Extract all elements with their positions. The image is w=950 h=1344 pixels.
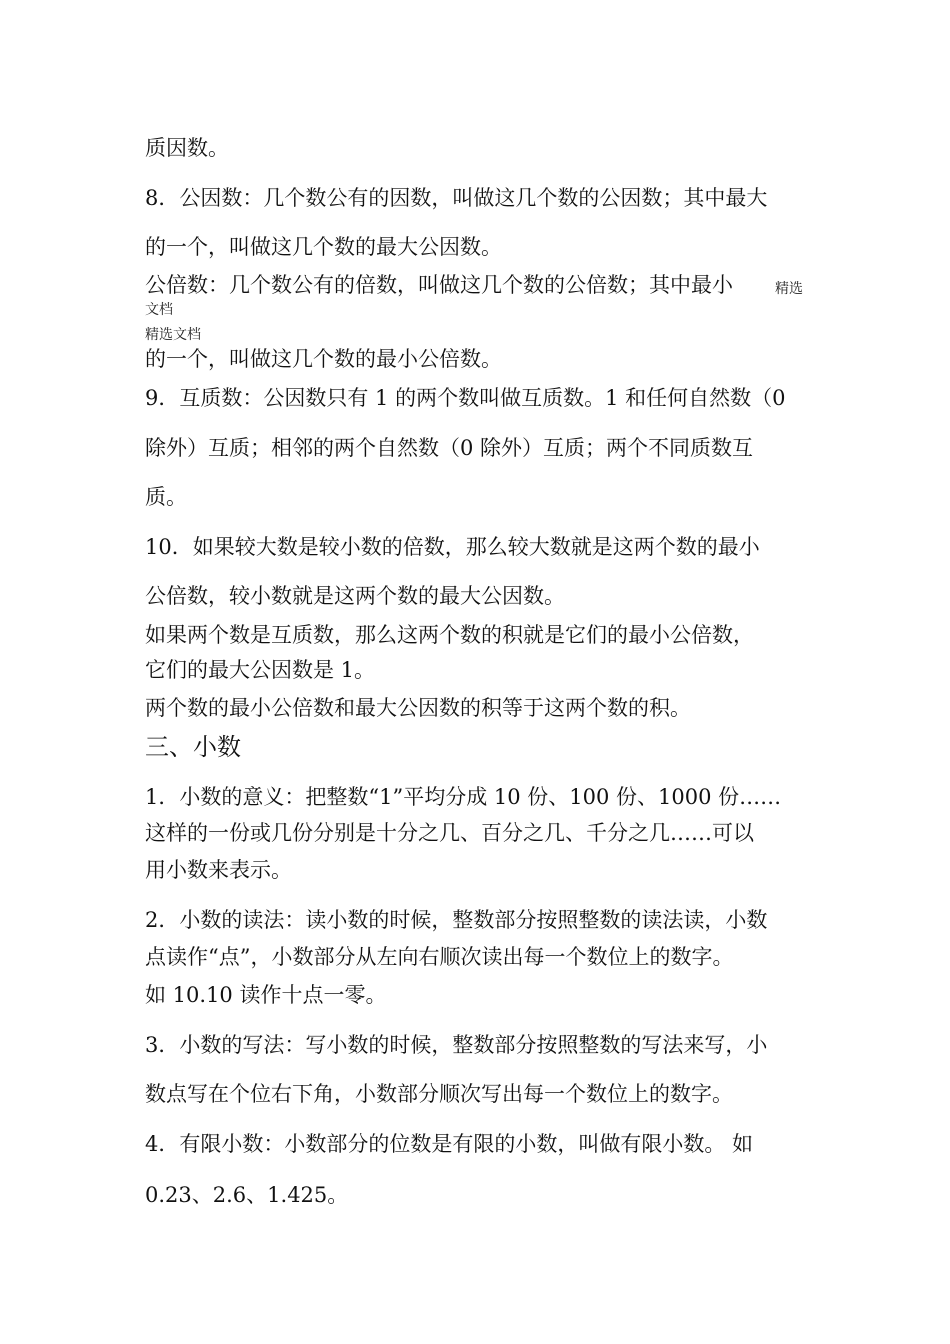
text-line: 9．互质数：公因数只有 1 的两个数叫做互质数。1 和任何自然数（0 bbox=[145, 386, 786, 410]
text-line: 0.23、2.6、1.425。 bbox=[145, 1183, 349, 1207]
text-line: 质。 bbox=[145, 485, 187, 509]
text-line: 如 10.10 读作十点一零。 bbox=[145, 983, 387, 1007]
text-line: 的一个，叫做这几个数的最小公倍数。 bbox=[145, 347, 502, 371]
text-line: 点读作“点”，小数部分从左向右顺次读出每一个数位上的数字。 bbox=[145, 945, 734, 969]
text-line: 质因数。 bbox=[145, 136, 229, 160]
text-line: 4．有限小数：小数部分的位数是有限的小数，叫做有限小数。 如 bbox=[145, 1132, 754, 1156]
text-line: 的一个，叫做这几个数的最大公因数。 bbox=[145, 235, 502, 259]
text-line: 用小数来表示。 bbox=[145, 858, 292, 882]
text-line: 两个数的最小公倍数和最大公因数的积等于这两个数的积。 bbox=[145, 696, 691, 720]
watermark-standalone: 精选文档 bbox=[145, 327, 201, 343]
watermark-inline: 精选 bbox=[775, 281, 803, 297]
text-line: 3．小数的写法：写小数的时候，整数部分按照整数的写法来写，小 bbox=[145, 1033, 768, 1057]
text-line: 8．公因数：几个数公有的因数，叫做这几个数的公因数；其中最大 bbox=[145, 186, 768, 210]
text-line: 2．小数的读法：读小数的时候，整数部分按照整数的读法读，小数 bbox=[145, 908, 768, 932]
text-line: 公倍数：几个数公有的倍数，叫做这几个数的公倍数；其中最小 bbox=[145, 273, 733, 297]
text-line: 它们的最大公因数是 1。 bbox=[145, 658, 376, 682]
text-line: 1．小数的意义：把整数“1”平均分成 10 份、100 份、1000 份…… bbox=[145, 785, 782, 809]
text-line: 除外）互质；相邻的两个自然数（0 除外）互质；两个不同质数互 bbox=[145, 436, 754, 460]
text-line: 10．如果较大数是较小数的倍数，那么较大数就是这两个数的最小 bbox=[145, 535, 760, 559]
text-line: 数点写在个位右下角，小数部分顺次写出每一个数位上的数字。 bbox=[145, 1082, 733, 1106]
text-line: 如果两个数是互质数，那么这两个数的积就是它们的最小公倍数， bbox=[145, 623, 754, 647]
text-line: 公倍数，较小数就是这两个数的最大公因数。 bbox=[145, 584, 565, 608]
text-line: 这样的一份或几份分别是十分之几、百分之几、千分之几……可以 bbox=[145, 821, 754, 845]
watermark-inline: 文档 bbox=[145, 302, 173, 318]
section-heading: 三、小数 bbox=[145, 733, 241, 761]
